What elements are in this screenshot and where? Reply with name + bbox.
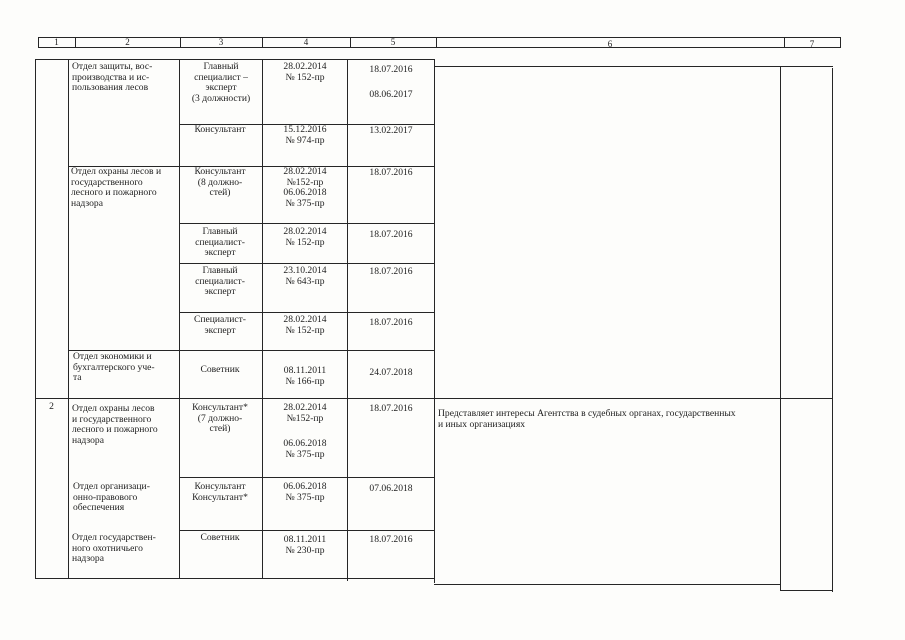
row-divider	[179, 263, 435, 264]
effective-date: 18.07.2016	[369, 534, 413, 545]
position-title: Консультант	[194, 124, 246, 135]
function-description: Представляет интересы Агентства в судебных органах, государственных и иных организациях	[438, 408, 736, 430]
header-cell: 3	[218, 37, 224, 47]
table-bottom-border	[35, 578, 435, 579]
row-divider	[179, 312, 435, 313]
body-top-border	[35, 59, 435, 60]
effective-date: 08.06.2017	[369, 89, 413, 100]
row-divider	[179, 530, 435, 531]
header-cell: 5	[390, 37, 396, 47]
order-reference: 28.02.2014 № 152-пр	[283, 226, 327, 248]
order-reference: 06.06.2018 № 375-пр	[283, 481, 327, 503]
department-name: Отдел охраны лесов и государственного лесного и пожарного надзора	[71, 166, 162, 209]
table-left-border	[35, 59, 36, 579]
effective-date: 18.07.2016	[369, 403, 413, 414]
department-name: Отдел защиты, вос- производства и ис- пользования лесов	[72, 61, 153, 94]
order-reference: 28.02.2014 № 152-пр	[283, 61, 327, 83]
department-name: Отдел государствен- ного охотничьего надзора	[72, 532, 156, 565]
row-divider	[179, 223, 435, 224]
department-name: Отдел охраны лесов и государственного лесного и пожарного надзора	[72, 403, 158, 446]
order-reference: 15.12.2016 № 974-пр	[283, 124, 327, 146]
header-col-divider	[840, 37, 841, 47]
section-divider	[35, 398, 833, 399]
col-divider	[780, 66, 781, 591]
order-reference: 28.02.2014 № 152-пр	[283, 314, 327, 336]
department-name: Отдел организаци- онно-правового обеспечения	[73, 481, 150, 514]
header-cell: 6	[607, 39, 613, 49]
order-reference: 08.11.2011 № 230-пр	[283, 534, 327, 556]
header-cell: 1	[54, 37, 59, 47]
position-title: Консультант (8 должно- стей)	[194, 166, 246, 199]
table-bottom-border	[434, 584, 781, 585]
position-title: Специалист- эксперт	[194, 314, 246, 336]
position-title: Главный специалист- эксперт	[195, 226, 245, 259]
effective-date: 18.07.2016	[369, 167, 413, 178]
effective-date: 18.07.2016	[369, 64, 413, 75]
col-divider	[68, 59, 69, 579]
header-cell: 7	[809, 39, 815, 49]
effective-date: 18.07.2016	[369, 317, 413, 328]
header-cell: 2	[125, 37, 130, 47]
body-top-border	[434, 66, 833, 67]
table-right-border	[832, 68, 833, 592]
position-title: Консультант Консультант*	[192, 481, 248, 503]
position-title: Консультант* (7 должно- стей)	[192, 402, 248, 435]
effective-date: 24.07.2018	[369, 367, 413, 378]
section-number: 2	[49, 401, 54, 412]
effective-date: 13.02.2017	[369, 125, 413, 136]
order-reference: 08.11.2011 № 166-пр	[283, 365, 327, 387]
header-cell: 4	[303, 37, 309, 47]
order-reference: 06.06.2018 № 375-пр	[283, 438, 327, 460]
position-title: Главный специалист – эксперт (3 должности)	[191, 61, 251, 104]
order-reference: 28.02.2014 №152-пр 06.06.2018 № 375-пр	[283, 166, 327, 209]
effective-date: 18.07.2016	[369, 266, 413, 277]
position-title: Главный специалист- эксперт	[195, 265, 245, 298]
effective-date: 07.06.2018	[369, 483, 413, 494]
order-reference: 23.10.2014 № 643-пр	[283, 265, 327, 287]
effective-date: 18.07.2016	[369, 229, 413, 240]
department-name: Отдел экономики и бухгалтерского уче- та	[73, 351, 155, 384]
position-title: Советник	[200, 364, 240, 375]
row-divider	[179, 477, 435, 478]
order-reference: 28.02.2014 №152-пр	[283, 402, 327, 424]
table-bottom-border	[780, 590, 833, 591]
position-title: Советник	[200, 532, 240, 543]
